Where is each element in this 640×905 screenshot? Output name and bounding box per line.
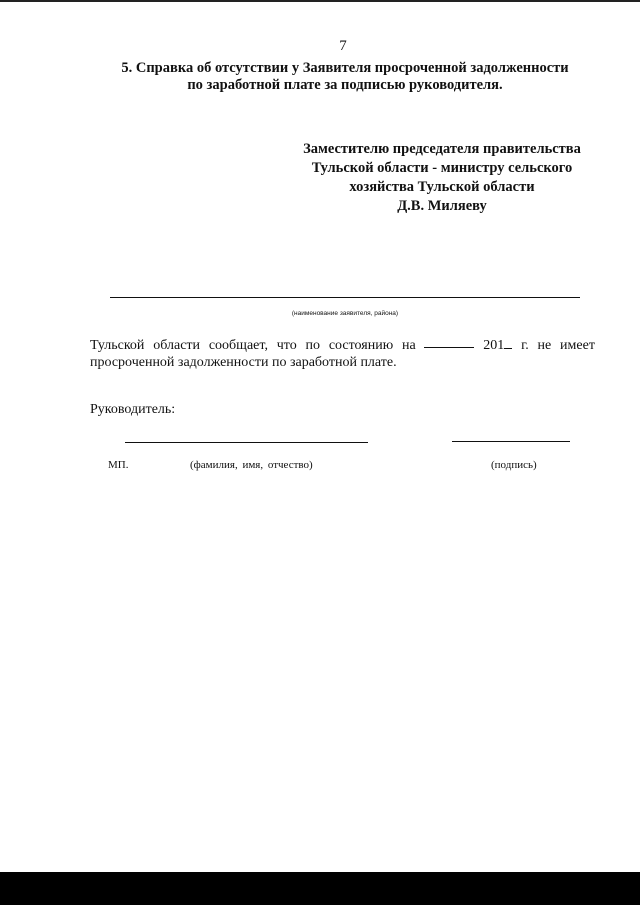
addressee-line-3: хозяйства Тульской области (349, 179, 535, 195)
statement-word: области (153, 338, 201, 353)
statement-word: что (276, 338, 297, 353)
title-line-2: по заработной плате за подписью руководителя. (187, 77, 503, 93)
addressee-line-2: Тульской области - министру сельского (311, 160, 573, 176)
statement-word: на (401, 338, 416, 353)
title-line-1: 5. Справка об отсутствии у Заявителя просроченной задолженности (121, 60, 569, 76)
stamp-label: МП. (108, 459, 129, 471)
signature-line (452, 441, 570, 442)
applicant-caption: (наименование заявителя, района) (291, 310, 399, 317)
leader-name-line (125, 442, 368, 443)
statement-word: сообщает, (208, 338, 268, 353)
statement-line-2: просроченной задолженности по заработной плате. (90, 355, 397, 370)
addressee-block (282, 140, 602, 216)
applicant-name-line (110, 297, 580, 298)
scan-bottom-band (0, 872, 640, 905)
date-blank (424, 337, 474, 348)
year-blank (504, 338, 512, 349)
year-prefix: 201 (483, 338, 505, 353)
signature-caption: (подпись) (491, 459, 537, 471)
statement-line-1 (90, 337, 595, 354)
statement-word: состоянию (328, 338, 394, 353)
leader-label: Руководитель: (90, 402, 176, 417)
document-title (100, 60, 590, 94)
addressee-line-1: Заместителю председателя правительства (303, 141, 581, 157)
statement-paragraph (90, 337, 595, 371)
scan-top-edge (0, 0, 640, 2)
statement-word: не (537, 338, 552, 353)
name-caption: (фамилия, имя, отчество) (190, 459, 313, 471)
statement-word: Тульской (90, 338, 145, 353)
statement-word: имеет (560, 338, 595, 353)
statement-word: по (305, 338, 321, 353)
year-field (483, 337, 512, 354)
page-number: 7 (339, 38, 347, 54)
addressee-line-4: Д.В. Миляеву (397, 198, 487, 214)
statement-word: г. (521, 338, 529, 353)
